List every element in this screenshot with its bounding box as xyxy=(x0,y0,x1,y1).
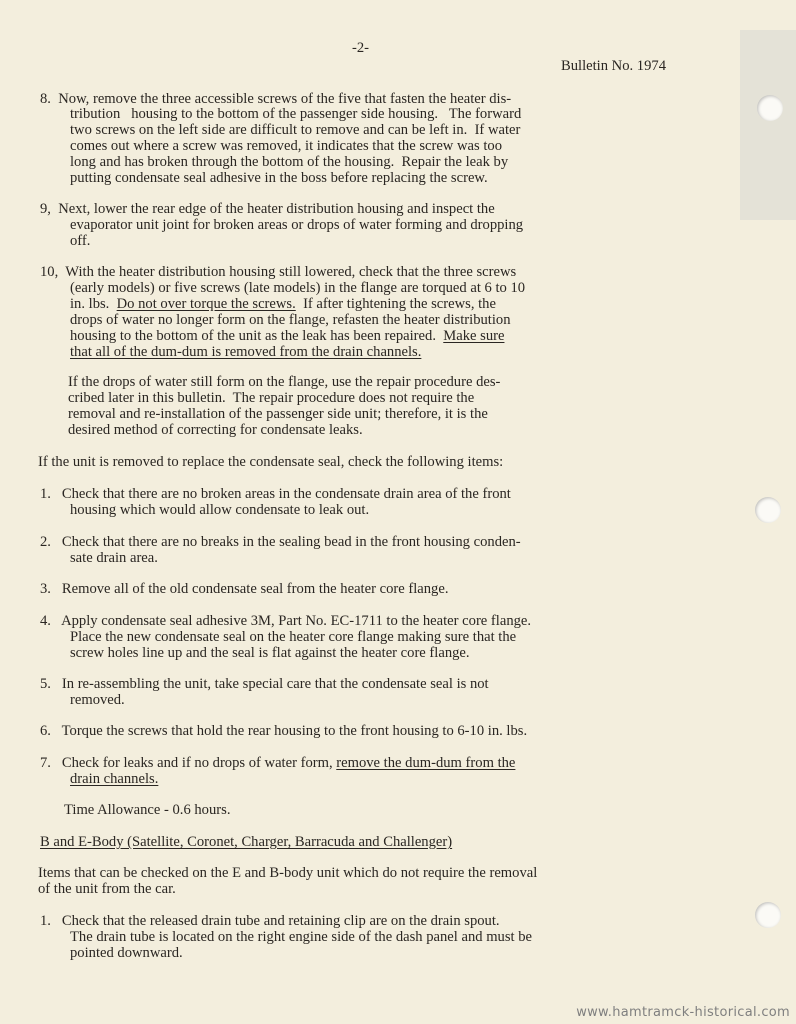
list-item-3: 3. Remove all of the old condensate seal from the heater core flange. xyxy=(40,581,449,597)
section-list-item-1-line-1: 1. Check that the released drain tube and retaining clip are on the drain spout. xyxy=(40,913,500,929)
item-10-line-3 xyxy=(70,296,496,312)
item-8-line-4: comes out where a screw was removed, it indicates that the screw was too xyxy=(70,138,502,154)
item-9-line-1: 9, Next, lower the rear edge of the heater distribution housing and inspect the xyxy=(40,201,495,217)
item-10-line-3-start: in. lbs. xyxy=(70,296,117,312)
page-number: -2- xyxy=(352,40,370,56)
do-not-over-torque-warning: Do not over torque the screws. xyxy=(116,296,296,312)
binder-hole-top xyxy=(757,95,783,121)
list-item-4-line-3: screw holes line up and the seal is flat against the heater core flange. xyxy=(70,645,470,661)
item-10-line-2: (early models) or five screws (late models) in the flange are torqued at 6 to 10 xyxy=(70,280,526,296)
section-list-item-1-line-2: The drain tube is located on the right engine side of the dash panel and must be xyxy=(70,929,533,945)
item-8-line-3: two screws on the left side are difficult to remove and can be left in. If water xyxy=(70,122,521,138)
drops-para-line-1: If the drops of water still form on the flange, use the repair procedure des- xyxy=(68,374,501,390)
list-item-2-line-1: 2. Check that there are no breaks in the sealing bead in the front housing conden- xyxy=(40,534,521,550)
drops-para-line-2: cribed later in this bulletin. The repair procedure does not require the xyxy=(68,390,475,406)
section-heading: B and E-Body (Satellite, Coronet, Charger, Barracuda and Challenger) xyxy=(40,834,453,850)
item-10-line-1: 10, With the heater distribution housing still lowered, check that the three screws xyxy=(40,264,517,280)
item-9-line-2: evaporator unit joint for broken areas or drops of water forming and dropping xyxy=(70,217,524,233)
drops-para-line-3: removal and re-installation of the passenger side unit; therefore, it is the xyxy=(68,406,488,422)
list-item-7-line-2: drain channels. xyxy=(70,771,159,787)
list-item-1-line-1: 1. Check that there are no broken areas in the condensate drain area of the front xyxy=(40,486,511,502)
binder-hole-bottom xyxy=(755,902,781,928)
item-8-line-2: tribution housing to the bottom of the passenger side housing. The forward xyxy=(70,106,522,122)
bulletin-number: Bulletin No. 1974 xyxy=(561,58,666,74)
list-item-5-line-1: 5. In re-assembling the unit, take special care that the condensate seal is not xyxy=(40,676,489,692)
item-8-line-5: long and has broken through the bottom of the housing. Repair the leak by xyxy=(70,154,509,170)
list-item-4-line-2: Place the new condensate seal on the heater core flange making sure that the xyxy=(70,629,517,645)
binder-hole-middle xyxy=(755,497,781,523)
item-9-line-3: off. xyxy=(70,233,91,249)
item-8-line-6: putting condensate seal adhesive in the boss before replacing the screw. xyxy=(70,170,488,186)
section-list-item-1-line-3: pointed downward. xyxy=(70,945,183,961)
site-watermark: www.hamtramck-historical.com xyxy=(576,1005,790,1020)
remove-dum-dum-emphasis: remove the dum-dum from the xyxy=(336,755,516,771)
drops-para-line-4: desired method of correcting for condensate leaks. xyxy=(68,422,363,438)
list-item-5-line-2: removed. xyxy=(70,692,125,708)
section-intro-line-1: Items that can be checked on the E and B-body unit which do not require the removal xyxy=(38,865,538,881)
list-item-7-line-1 xyxy=(40,755,515,771)
item-10-line-5-start: housing to the bottom of the unit as the leak has been repaired. xyxy=(70,328,444,344)
make-sure-emphasis: Make sure xyxy=(443,328,505,344)
item-10-line-4: drops of water no longer form on the flange, refasten the heater distribution xyxy=(70,312,511,328)
item-10-line-3-end: If after tightening the screws, the xyxy=(295,296,496,312)
section-intro-line-2: of the unit from the car. xyxy=(38,881,176,897)
item-10-line-5 xyxy=(70,328,504,344)
unit-removed-intro: If the unit is removed to replace the condensate seal, check the following items: xyxy=(38,454,504,470)
list-item-4-line-1: 4. Apply condensate seal adhesive 3M, Part No. EC-1711 to the heater core flange. xyxy=(40,613,532,629)
bleed-through-shadow xyxy=(740,30,796,220)
item-8-line-1: 8. Now, remove the three accessible screws of the five that fasten the heater dis- xyxy=(40,91,512,107)
item-10-line-6: that all of the dum-dum is removed from the drain channels. xyxy=(70,344,422,360)
list-item-7-start: 7. Check for leaks and if no drops of water form, xyxy=(40,755,337,771)
list-item-1-line-2: housing which would allow condensate to leak out. xyxy=(70,502,370,518)
list-item-6: 6. Torque the screws that hold the rear housing to the front housing to 6-10 in. lbs. xyxy=(40,723,528,739)
time-allowance: Time Allowance - 0.6 hours. xyxy=(64,802,231,818)
list-item-2-line-2: sate drain area. xyxy=(70,550,158,566)
